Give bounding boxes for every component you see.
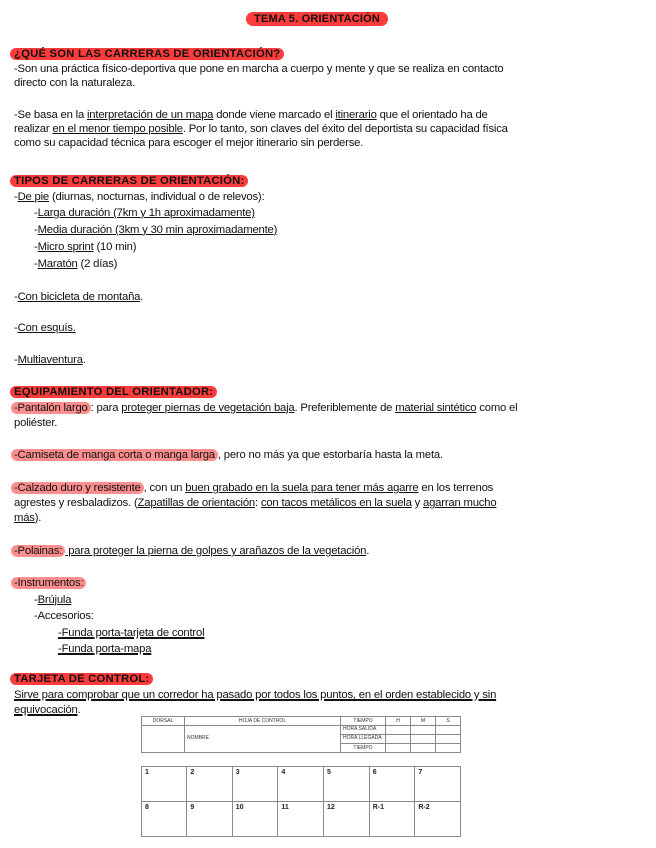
card-llegada-m <box>411 735 436 744</box>
equip-funda-tarjeta: -Funda porta-tarjeta de control <box>58 627 205 639</box>
s1-p2-line2: realizar en el menor tiempo posible. Por lo tanto, son claves del éxito del deportista su capacidad física <box>14 123 508 135</box>
equip-instrumentos: -Instrumentos: <box>14 576 86 590</box>
card-box: 11 <box>278 802 324 837</box>
card-tiempo-m <box>411 744 436 753</box>
equip-calzado-line3: más). <box>14 512 42 524</box>
card-dorsal-value <box>142 726 185 753</box>
heading-equipamiento: EQUIPAMIENTO DEL ORIENTADOR: <box>14 385 217 399</box>
card-box: 9 <box>187 802 232 837</box>
tarjeta-line2: equivocación. <box>14 704 81 716</box>
card-box: 1 <box>142 767 187 802</box>
card-dorsal: DORSAL <box>142 717 185 726</box>
card-salida-h <box>386 726 411 735</box>
tipo-esqui: -Con esquís. <box>14 322 76 334</box>
card-box: 4 <box>278 767 324 802</box>
equip-pantalon-line1: -Pantalón largo : para proteger piernas de vegetación baja. Preferiblemente de material sintético como el <box>14 401 517 415</box>
heading-tarjeta: TARJETA DE CONTROL: <box>14 672 153 686</box>
tipo-media: -Media duración (3km y 30 min aproximadamente) <box>34 224 278 236</box>
card-llegada-h <box>386 735 411 744</box>
s1-p1-line1: -Son una práctica físico-deportiva que pone en marcha a cuerpo y mente y que se realiza en contacto <box>14 63 504 75</box>
equip-camiseta: -Camiseta de manga corta o manga larga , pero no más ya que estorbaría hasta la meta. <box>14 448 443 462</box>
heading-tipos: TIPOS DE CARRERAS DE ORIENTACIÓN: <box>14 174 248 188</box>
control-card-table <box>141 716 461 753</box>
equip-polainas: -Polainas: para proteger la pierna de golpes y arañazos de la vegetación. <box>14 544 369 558</box>
tipo-micro: -Micro sprint (10 min) <box>34 241 137 253</box>
equip-calzado-line1: -Calzado duro y resistente , con un buen grabado en la suela para tener más agarre en los terrenos <box>14 481 493 495</box>
card-box: 2 <box>187 767 232 802</box>
equip-pantalon-line2: poliéster. <box>14 417 58 429</box>
card-box: 3 <box>232 767 278 802</box>
tipo-maraton: -Maratón (2 días) <box>34 258 118 270</box>
tipo-de-pie: -De pie (diurnas, nocturnas, individual o de relevos): <box>14 191 265 203</box>
card-llegada: HORA LLEGADA <box>341 735 386 744</box>
s1-p2-line1: -Se basa en la interpretación de un mapa donde viene marcado el itinerario que el orientado ha de <box>14 109 488 121</box>
card-tiempo-h <box>386 744 411 753</box>
card-box: 7 <box>415 767 461 802</box>
card-box: 10 <box>232 802 278 837</box>
equip-funda-mapa: -Funda porta-mapa <box>58 643 152 655</box>
card-s: S <box>436 717 461 726</box>
card-box: 5 <box>324 767 370 802</box>
card-nombre: NOMBRE <box>187 735 209 741</box>
tipo-bici: -Con bicicleta de montaña. <box>14 291 144 303</box>
card-nombre-value <box>221 726 341 753</box>
page-title: TEMA 5. ORIENTACIÓN <box>246 12 388 26</box>
card-box: 8 <box>142 802 187 837</box>
s1-p2-line3: como su capacidad técnica para escoger el mejor itinerario sin perderse. <box>14 137 364 149</box>
card-tiempo: TIEMPO <box>341 717 386 726</box>
card-hoja: HOJA DE CONTROL <box>185 717 341 726</box>
equip-brujula: -Brújula <box>34 594 72 606</box>
card-tiempo-s <box>436 744 461 753</box>
card-tiempo2: TIEMPO <box>341 744 386 753</box>
heading-que-son: ¿QUÉ SON LAS CARRERAS DE ORIENTACIÓN? <box>14 47 284 61</box>
card-box: 12 <box>324 802 370 837</box>
card-box: R-1 <box>369 802 415 837</box>
card-salida-s <box>436 726 461 735</box>
s1-p1-line2: directo con la naturaleza. <box>14 77 136 89</box>
tipo-multi: -Multiaventura. <box>14 354 86 366</box>
equip-accesorios: -Accesorios: <box>34 610 94 622</box>
card-box: R-2 <box>415 802 461 837</box>
card-salida: HORA SALIDA <box>341 726 386 735</box>
equip-calzado-line2: agrestes y resbaladizos. (Zapatillas de orientación: con tacos metálicos en la suela y agarran mucho <box>14 497 497 509</box>
card-salida-m <box>411 726 436 735</box>
card-h: H <box>386 717 411 726</box>
card-box: 6 <box>369 767 415 802</box>
card-nombre-label-cell <box>185 726 222 753</box>
card-llegada-s <box>436 735 461 744</box>
tipo-larga: -Larga duración (7km y 1h aproximadamente) <box>34 207 255 219</box>
card-m: M <box>411 717 436 726</box>
tarjeta-line1: Sirve para comprobar que un corredor ha pasado por todos los puntos, en el orden establecido y sin <box>14 689 497 701</box>
control-card-boxes <box>141 766 461 837</box>
